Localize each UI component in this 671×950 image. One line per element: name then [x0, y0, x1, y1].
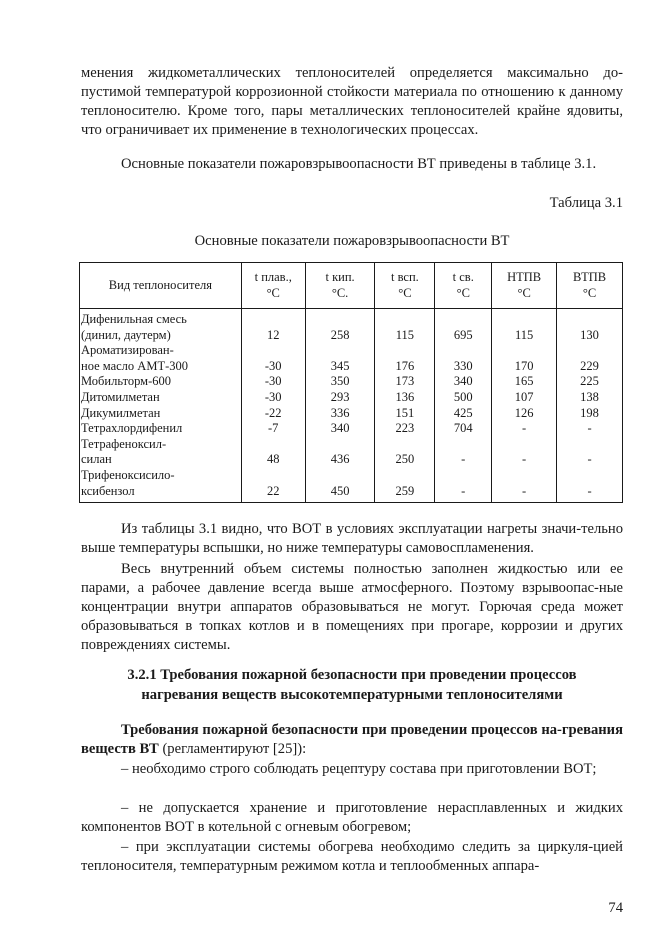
value-line: 225 [580, 374, 599, 389]
heat-carrier-name-line: Тетрахлордифенил [81, 421, 183, 436]
value-line: 704 [453, 421, 473, 436]
table-caption: Основные показатели пожаровзрывоопасности ВТ [194, 233, 510, 249]
value-line: 12 [266, 327, 280, 342]
autoignition-point-values-cell [435, 309, 492, 503]
value-line: 229 [580, 358, 599, 373]
value-line: 173 [395, 374, 415, 389]
value-line: -30 [264, 389, 282, 404]
heat-carrier-names-cell [80, 309, 242, 503]
header-cell-upper-limit: ВТПВ °С [557, 263, 623, 309]
value-line: 350 [330, 374, 350, 389]
value-line [557, 468, 622, 484]
lower-limit-values-cell [492, 309, 557, 503]
value-line: 48 [266, 452, 280, 467]
heat-carrier-name-line: ное масло АМТ-300 [81, 358, 188, 373]
heat-carrier-name-line: Дифенильная смесь [81, 312, 187, 326]
section-heading [81, 666, 623, 705]
heat-carrier-name-line: Дикумилметан [81, 405, 161, 420]
value-line: 130 [580, 327, 599, 342]
value-line: 22 [266, 483, 280, 498]
requirements-intro [81, 721, 623, 759]
value-line [435, 343, 491, 359]
value-line: 425 [453, 405, 473, 420]
value-line: 259 [395, 483, 415, 498]
value-line: 151 [395, 405, 415, 420]
value-line [306, 312, 375, 328]
header-cell-type: Вид теплоносителя [80, 263, 242, 309]
table-label: Таблица 3.1 [549, 195, 623, 211]
value-line: 695 [453, 327, 473, 342]
boiling-point-values-cell [305, 309, 375, 503]
value-line: 107 [514, 389, 534, 404]
value-line: 258 [330, 327, 350, 342]
value-line: - [522, 452, 527, 467]
heat-carrier-name-line: Трифеноксисило- [81, 467, 175, 482]
value-line [375, 437, 434, 453]
heat-carrier-name-line: ксибензол [81, 483, 135, 498]
bullet-item-1: – необходимо строго соблюдать рецептуру состава при приготовлении ВОТ; [121, 761, 597, 777]
heat-carrier-name-line: Ароматизирован- [81, 343, 174, 358]
bullet-item-2: – не допускается хранение и приготовление нерасплавленных и жидких компонентов ВОТ в котельной с огневым обогревом; [81, 800, 623, 836]
value-line [492, 468, 556, 484]
heat-carrier-name-line: силан [81, 452, 112, 467]
requirements-intro-bold: Требования пожарной безопасности при проведении процессов на-гревания веществ ВТ [81, 722, 623, 758]
header-cell-flash-point: t всп. °С [375, 263, 435, 309]
heat-carrier-name-line: Мобильторм-600 [81, 374, 171, 389]
heat-carrier-name-line: Дитомилметан [81, 389, 160, 404]
table-body-row [80, 309, 623, 503]
value-line: 115 [514, 327, 534, 342]
value-line: 223 [395, 421, 415, 436]
value-line: 450 [330, 483, 350, 498]
page-number: 74 [608, 900, 623, 916]
value-line: 176 [395, 358, 415, 373]
section-heading-line-1: 3.2.1 Требования пожарной безопасности при проведении процессов [127, 667, 577, 683]
value-line [306, 468, 375, 484]
value-line [492, 312, 556, 328]
value-line [242, 468, 305, 484]
value-line: - [587, 483, 592, 498]
value-line [375, 468, 434, 484]
value-line [375, 312, 434, 328]
table-header-row [80, 263, 623, 309]
value-line [242, 343, 305, 359]
header-cell-autoignition-point: t св. °С [435, 263, 492, 309]
value-line: -30 [264, 374, 282, 389]
value-line: -7 [268, 421, 279, 436]
value-line [435, 437, 491, 453]
requirements-intro-rest: (регламентируют [25]): [158, 741, 307, 758]
value-line: - [522, 421, 527, 436]
paragraph-table-reference: Основные показатели пожаровзрывоопасности ВТ приведены в таблице 3.1. [121, 156, 597, 172]
data-table [79, 262, 623, 503]
value-line: 138 [580, 389, 599, 404]
value-line [557, 437, 622, 453]
value-line: 330 [453, 358, 473, 373]
value-line [306, 437, 375, 453]
value-line [435, 468, 491, 484]
value-line: 340 [453, 374, 473, 389]
value-line [375, 343, 434, 359]
value-line [557, 343, 622, 359]
value-line: -22 [264, 405, 282, 420]
value-line: 198 [580, 405, 599, 420]
upper-limit-values-cell [557, 309, 623, 503]
section-heading-line-2: нагревания веществ высокотемпературными теплоносителями [141, 686, 563, 703]
value-line [492, 437, 556, 453]
value-line: - [461, 452, 466, 467]
value-line: 126 [514, 405, 534, 420]
header-cell-lower-limit: НТПВ °С [492, 263, 557, 309]
value-line: - [522, 483, 527, 498]
value-line [492, 343, 556, 359]
heat-carrier-name-line: Тетрафеноксил- [81, 436, 167, 451]
value-line: 436 [330, 452, 350, 467]
value-line: 115 [395, 327, 415, 342]
value-line [242, 312, 305, 328]
value-line: 250 [395, 452, 415, 467]
value-line: 500 [453, 389, 473, 404]
heat-carrier-name-line: (динил, даутерм) [81, 327, 171, 342]
paragraph-after-table-1: Из таблицы 3.1 видно, что ВОТ в условиях эксплуатации нагреты значи-тельно выше температуры вспышки, но ниже температуры самовоспламенения. [81, 521, 623, 557]
value-line: 170 [514, 358, 534, 373]
value-line: 136 [395, 389, 415, 404]
value-line: 165 [514, 374, 534, 389]
value-line: 336 [330, 405, 350, 420]
value-line: 340 [330, 421, 350, 436]
flash-point-values-cell [375, 309, 435, 503]
value-line [435, 312, 491, 328]
header-cell-boiling-point: t кип. °С. [305, 263, 375, 309]
value-line: - [587, 421, 592, 436]
paragraph-top: менения жидкометаллических теплоносителей определяется максимально до-пустимой температурой коррозионной стойкости материала по отношению к данному теплоносителю. Кроме того, пары металлических теплоносителей крайне ядовиты, что ограничивает их применение в технологических процессах. [81, 65, 623, 139]
melting-point-values-cell [241, 309, 305, 503]
value-line: - [461, 483, 466, 498]
header-cell-melting-point: t плав., °С [241, 263, 305, 309]
value-line: -30 [264, 358, 282, 373]
paragraph-after-table-2: Весь внутренний объем системы полностью заполнен жидкостью или ее парами, а рабочее давление всегда выше атмосферного. Поэтому взрывоопас-ные концентрации внутри аппаратов образовываться не могут. Горючая среда может образовываться в топках котлов и в помещениях при прогаре, коррозии и других повреждениях системы. [81, 561, 623, 654]
value-line: 293 [330, 389, 350, 404]
value-line [306, 343, 375, 359]
value-line: 345 [330, 358, 350, 373]
value-line [242, 437, 305, 453]
bullet-item-3: – при эксплуатации системы обогрева необходимо следить за циркуля-цией теплоносителя, температурным режимом котла и теплообменных аппара- [81, 839, 623, 875]
value-line [557, 312, 622, 328]
value-line: - [587, 452, 592, 467]
